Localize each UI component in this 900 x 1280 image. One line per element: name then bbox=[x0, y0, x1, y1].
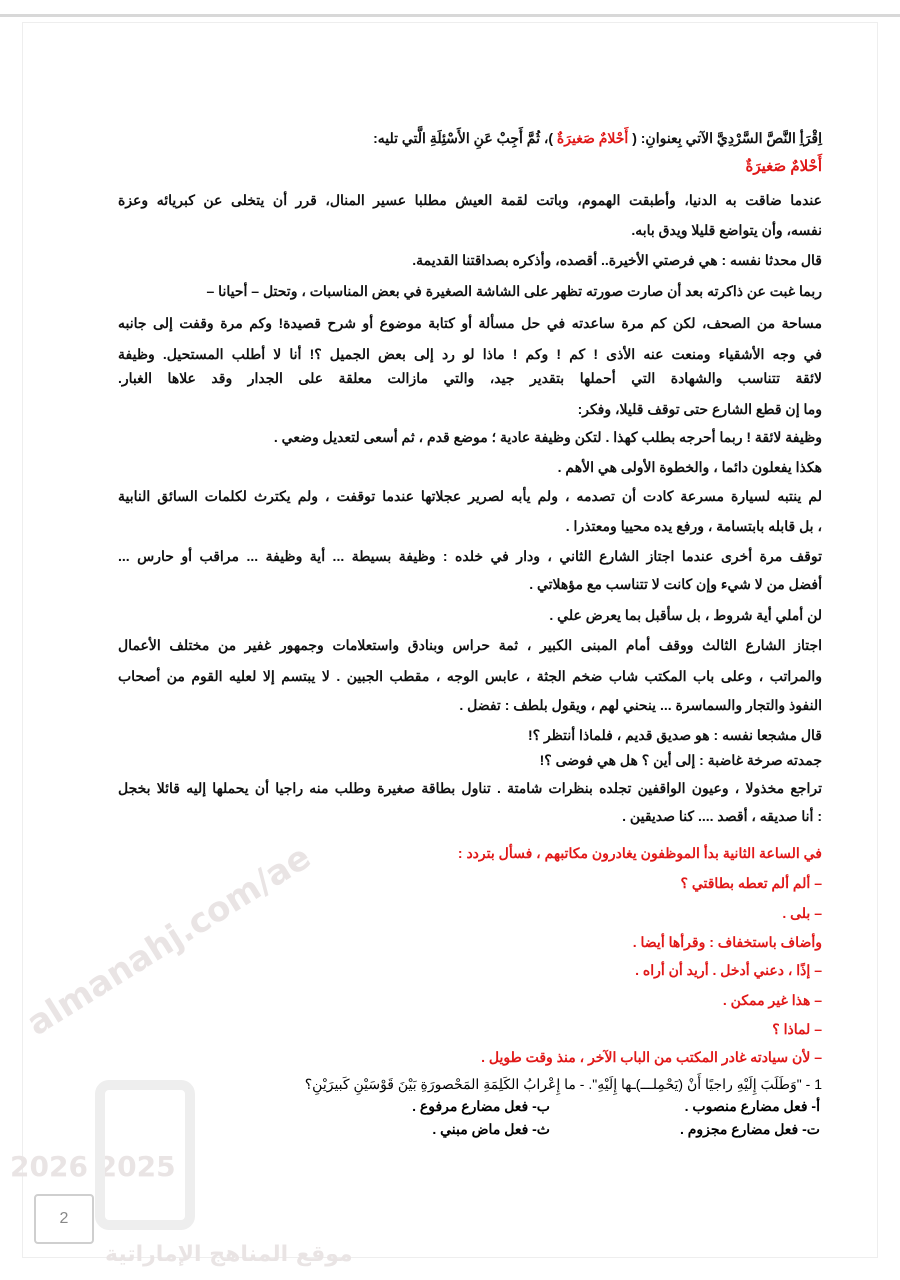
dialogue-line: – هذا غير ممكن . bbox=[722, 992, 822, 1008]
story-line: ، بل قابله بابتسامة ، ورفع يده محييا ومعتذرا . bbox=[565, 518, 822, 534]
story-line: اجتاز الشارع الثالث ووقف أمام المبنى الكبير ، ثمة حراس وبنادق واستعلامات وجمهور غفير من مختلف الأعمال bbox=[118, 637, 822, 653]
story-line: أفضل من لا شيء وإن كانت لا تتناسب مع مؤهلاتي . bbox=[529, 576, 822, 592]
story-line: هكذا يفعلون دائما ، والخطوة الأولى هي الأهم . bbox=[557, 459, 822, 475]
dialogue-line: وأضاف باستخفاف : وقرأها أيضا . bbox=[632, 934, 822, 950]
story-line: نفسه، وأن يتواضع قليلا ويدق بابه. bbox=[631, 222, 822, 238]
instruction: اِقْرَأِ النَّصَّ السَّرْدِيَّ الآتي بِعنوانِ: ( أَحْلامٌ صَغيرَةٌ )، ثُمَّ أَجِبْ عَنِ الأَسْئِلَةِ الَّتي تليه: bbox=[373, 130, 822, 146]
story-line: لائقة تتناسب والشهادة التي أحملها بتقدير جيد، والتي مازالت معلقة على الجدار وقد علاها الغبار. bbox=[118, 370, 822, 386]
question-text: 1 - "وَطَلَبَ إِلَيْهِ راجيًا أَنْ (يَحْمِلـــ)ـها إِلَيْهِ". - ما إِعْرابُ الكَلِمَةِ المَحْصورَةِ بَيْنَ قَوْسَيْنِ كَبيرَيْنِ؟ bbox=[304, 1076, 822, 1092]
option-t[interactable]: ت- فعل مضارع مجزوم . bbox=[679, 1121, 820, 1137]
story-line: وما إن قطع الشارع حتى توقف قليلا، وفكر: bbox=[577, 401, 822, 417]
dialogue-line: – لماذا ؟ bbox=[772, 1021, 822, 1037]
dialogue-line: في الساعة الثانية بدأ الموظفون يغادرون مكاتبهم ، فسأل بتردد : bbox=[457, 845, 822, 861]
options-row-2 bbox=[280, 1119, 820, 1139]
watermark-url: almanahj.com/ae bbox=[20, 837, 318, 1044]
instruction-title: أَحْلامٌ صَغيرَةٌ bbox=[553, 130, 633, 146]
option-b[interactable]: ب- فعل مضارع مرفوع . bbox=[412, 1098, 550, 1114]
dialogue-line: – إذًا ، دعني أدخل . أريد أن أراه . bbox=[635, 962, 822, 978]
story-line: توقف مرة أخرى عندما اجتاز الشارع الثاني ، ودار في خلده : وظيفة بسيطة ... أية وظيفة ... مراقب أو حارس ... bbox=[118, 548, 822, 564]
story-line: قال محدثا نفسه : هي فرصتي الأخيرة.. أقصده، وأذكره بصداقتنا القديمة. bbox=[412, 252, 822, 268]
story-line: في وجه الأشقياء ومنعت عنه الأذى ! كم ! وكم ! ماذا لو رد إلى بعض الجميل ؟! أنا لا أطلب المستحيل. وظيفة bbox=[118, 346, 822, 362]
dialogue-line: – لأن سيادته غادر المكتب من الباب الآخر ، منذ وقت طويل . bbox=[481, 1049, 822, 1065]
page-number: 2 bbox=[34, 1194, 94, 1244]
story-line: لن أملي أية شروط ، بل سأقبل بما يعرض علي . bbox=[549, 607, 822, 623]
watermark-logo bbox=[95, 1080, 195, 1230]
story-title: أَحْلامٌ صَغيرَةٌ bbox=[745, 158, 822, 175]
top-border bbox=[0, 14, 900, 17]
dialogue-line: – بلى . bbox=[782, 905, 822, 921]
story-line: تراجع مخذولا ، وعيون الواقفين تجلده بنظرات شامتة . تناول بطاقة صغيرة وطلب منه راجيا أن يحملها إليه قائلا بخجل bbox=[118, 780, 822, 796]
story-line: مساحة من الصحف، لكن كم مرة ساعدته في حل مسألة أو كتابة موضوع أو شرح قصيدة! وكم مرة وقفت إلى جانبه bbox=[118, 315, 822, 331]
option-th[interactable]: ث- فعل ماض مبني . bbox=[432, 1121, 550, 1137]
options-row-1 bbox=[280, 1096, 820, 1116]
watermark-site: موقع المناهج الإماراتية bbox=[105, 1242, 353, 1267]
story-line: والمراتب ، وعلى باب المكتب شاب ضخم الجثة ، عابس الوجه ، مقطب الجبين . لا يبتسم إلا لعليه القوم من أصحاب bbox=[118, 668, 822, 684]
story-line: وظيفة لائقة ! ربما أحرجه بطلب كهذا . لتكن وظيفة عادية ؛ موضع قدم ، ثم أسعى لتعديل وضعي . bbox=[273, 429, 822, 445]
story-line: : أنا صديقه ، أقصد .... كنا صديقين . bbox=[622, 808, 822, 824]
dialogue-line: – ألم ألم تعطه بطاقتي ؟ bbox=[680, 875, 822, 891]
story-line: عندما ضاقت به الدنيا، وأطبقت الهموم، وباتت لقمة العيش مطلبا عسير المنال، قرر أن يتخلى عن كبريائه وعزة bbox=[118, 192, 822, 208]
story-line: جمدته صرخة غاضبة : إلى أين ؟ هل هي فوضى ؟! bbox=[539, 752, 822, 768]
watermark-years: 2026 2025 bbox=[10, 1150, 176, 1183]
story-line: لم ينتبه لسيارة مسرعة كادت أن تصدمه ، ولم يأبه لصرير عجلاتها عندما توقفت ، ولم يكترث لكلمات السائق النابية bbox=[118, 488, 822, 504]
story-line: النفوذ والتجار والسماسرة ... ينحني لهم ، ويقول بلطف : تفضل . bbox=[459, 697, 822, 713]
story-line: قال مشجعا نفسه : هو صديق قديم ، فلماذا أنتظر ؟! bbox=[527, 727, 822, 743]
option-a[interactable]: أ- فعل مضارع منصوب . bbox=[684, 1098, 820, 1114]
story-line: ربما غبت عن ذاكرته بعد أن صارت صورته تظهر على الشاشة الصغيرة في بعض المناسبات ، وتحتل – أحيانا – bbox=[206, 283, 822, 299]
